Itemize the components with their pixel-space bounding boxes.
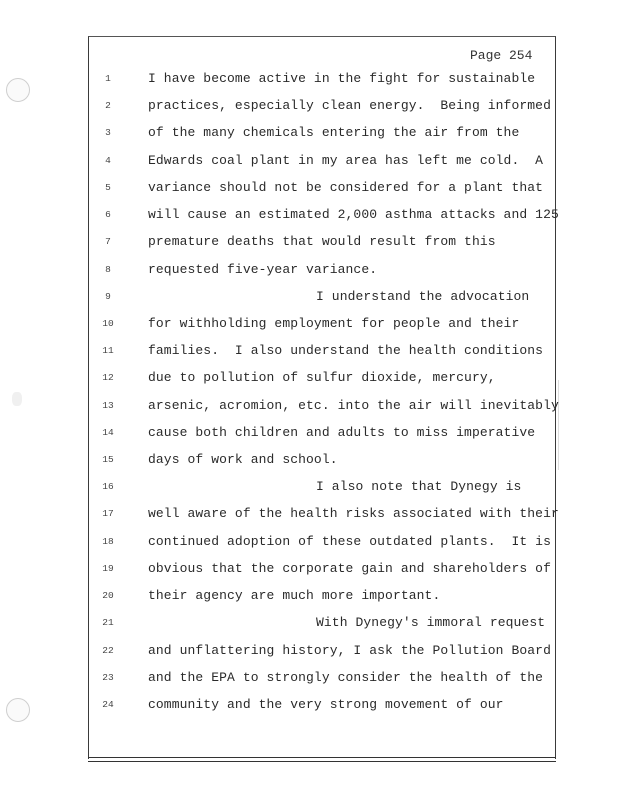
right-edge-shadow [558,380,559,470]
line-number: 21 [102,617,114,628]
line-number: 8 [105,264,111,275]
punch-hole-bottom [6,698,30,722]
transcript-line: arsenic, acromion, etc. into the air will inevitably [148,398,559,413]
line-number: 6 [105,209,111,220]
transcript-line: for withholding employment for people and their [148,316,520,331]
line-number: 22 [102,645,114,656]
transcript-line: families. I also understand the health conditions [148,343,544,358]
transcript-line: variance should not be considered for a plant that [148,180,544,195]
line-number: 12 [102,372,114,383]
line-number: 3 [105,127,111,138]
line-number: 17 [102,508,114,519]
scan-mark-middle [12,392,22,406]
transcript-line: obvious that the corporate gain and shareholders of [148,561,551,576]
transcript-line: and unflattering history, I ask the Pollution Board [148,643,551,658]
transcript-line: and the EPA to strongly consider the health of the [148,670,544,685]
transcript-line: days of work and school. [148,452,338,467]
transcript-line: due to pollution of sulfur dioxide, mercury, [148,370,496,385]
transcript-line: their agency are much more important. [148,588,441,603]
transcript-line: With Dynegy's immoral request [316,615,546,630]
transcript-line: practices, especially clean energy. Being informed [148,98,551,113]
transcript-line: of the many chemicals entering the air from the [148,125,520,140]
transcript-line: community and the very strong movement of our [148,697,504,712]
line-number: 18 [102,536,114,547]
transcript-line: well aware of the health risks associated with their [148,506,559,521]
line-number: 24 [102,699,114,710]
page-number: Page 254 [470,48,533,63]
transcript-line: cause both children and adults to miss imperative [148,425,536,440]
line-number: 23 [102,672,114,683]
line-number: 7 [105,236,111,247]
transcript-line: I also note that Dynegy is [316,479,522,494]
page-frame-bottom-rule [88,757,556,762]
line-number: 10 [102,318,114,329]
line-number: 15 [102,454,114,465]
line-number: 4 [105,155,111,166]
line-number: 11 [102,345,114,356]
line-number: 20 [102,590,114,601]
line-number: 2 [105,100,111,111]
transcript-line: premature deaths that would result from this [148,234,496,249]
transcript-line: Edwards coal plant in my area has left me cold. A [148,153,544,168]
punch-hole-top [6,78,30,102]
transcript-line: will cause an estimated 2,000 asthma attacks and 125 [148,207,559,222]
transcript-line: requested five-year variance. [148,262,378,277]
line-number: 9 [105,291,111,302]
transcript-line: continued adoption of these outdated plants. It is [148,534,551,549]
line-number: 16 [102,481,114,492]
line-number: 1 [105,73,111,84]
line-number: 14 [102,427,114,438]
line-number: 19 [102,563,114,574]
transcript-line: I have become active in the fight for sustainable [148,71,536,86]
transcript-line: I understand the advocation [316,289,530,304]
line-number: 5 [105,182,111,193]
line-number: 13 [102,400,114,411]
